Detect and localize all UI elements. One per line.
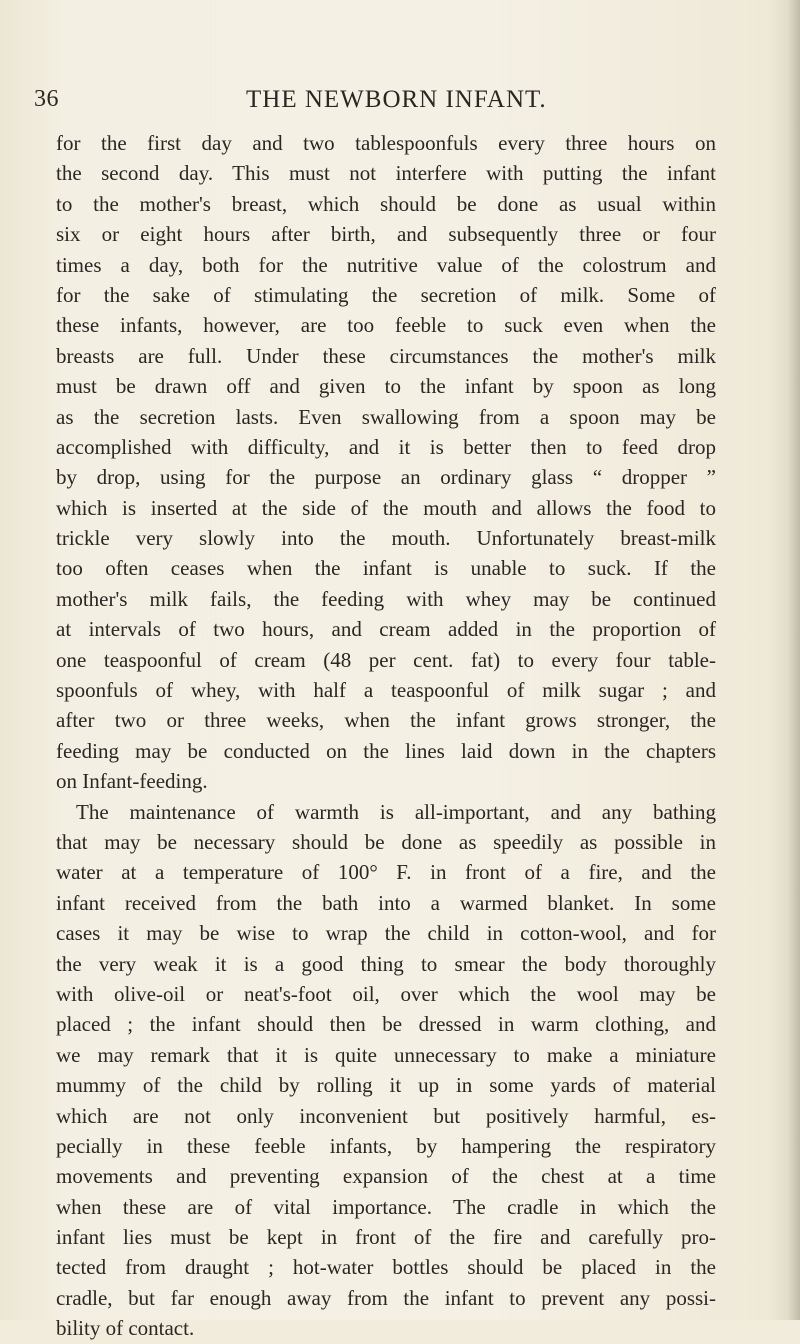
text-line: to the mother's breast, which should be done as usual within bbox=[56, 191, 716, 216]
text-line: after two or three weeks, when the infant grows stronger, the bbox=[56, 708, 716, 733]
paragraph-start-line: The maintenance of warmth is all-important, and any bathing bbox=[76, 799, 716, 824]
text-line: accomplished with difficulty, and it is better then to feed drop bbox=[56, 434, 716, 459]
text-line: mother's milk fails, the feeding with whey may be continued bbox=[56, 586, 716, 611]
text-line: mummy of the child by rolling it up in some yards of material bbox=[56, 1073, 716, 1098]
text-line: placed ; the infant should then be dressed in warm clothing, and bbox=[56, 1012, 716, 1037]
text-line: infant lies must be kept in front of the fire and carefully pro- bbox=[56, 1225, 716, 1250]
text-line: with olive-oil or neat's-foot oil, over which the wool may be bbox=[56, 981, 716, 1006]
paragraph-end-line: bility of contact. bbox=[56, 1316, 195, 1341]
text-line: infant received from the bath into a warmed blanket. In some bbox=[56, 890, 716, 915]
text-line: pecially in these feeble infants, by hampering the respiratory bbox=[56, 1133, 716, 1158]
text-line: we may remark that it is quite unnecessary to make a miniature bbox=[56, 1042, 716, 1067]
text-line: the second day. This must not interfere with putting the infant bbox=[56, 161, 716, 186]
text-line: for the sake of stimulating the secretion of milk. Some of bbox=[56, 282, 716, 307]
running-title: THE NEWBORN INFANT. bbox=[246, 86, 547, 113]
text-line: these infants, however, are too feeble to suck even when the bbox=[56, 313, 716, 338]
paragraph-end-line: on Infant-feeding. bbox=[56, 769, 208, 794]
text-line: that may be necessary should be done as speedily as possible in bbox=[56, 829, 716, 854]
text-line: trickle very slowly into the mouth. Unfortunately breast-milk bbox=[56, 526, 716, 551]
page-number: 36 bbox=[34, 86, 59, 112]
text-line: as the secretion lasts. Even swallowing from a spoon may be bbox=[56, 404, 716, 429]
text-line: which is inserted at the side of the mouth and allows the food to bbox=[56, 495, 716, 520]
text-line: spoonfuls of whey, with half a teaspoonful of milk sugar ; and bbox=[56, 678, 716, 703]
text-line: water at a temperature of 100° F. in front of a fire, and the bbox=[56, 860, 716, 885]
text-line: must be drawn off and given to the infant by spoon as long bbox=[56, 374, 716, 399]
text-line: tected from draught ; hot-water bottles should be placed in the bbox=[56, 1255, 716, 1280]
text-line: movements and preventing expansion of the chest at a time bbox=[56, 1164, 716, 1189]
text-line: the very weak it is a good thing to smear the body thoroughly bbox=[56, 951, 716, 976]
text-line: cradle, but far enough away from the infant to prevent any possi- bbox=[56, 1285, 716, 1310]
page-edge-shadow bbox=[788, 0, 800, 1320]
text-line: breasts are full. Under these circumstances the mother's milk bbox=[56, 343, 716, 368]
text-line: for the first day and two tablespoonfuls every three hours on bbox=[56, 131, 716, 155]
text-line: by drop, using for the purpose an ordinary glass “ dropper ” bbox=[56, 465, 716, 490]
text-line: times a day, both for the nutritive value of the colostrum and bbox=[56, 252, 716, 277]
text-line: when these are of vital importance. The cradle in which the bbox=[56, 1194, 716, 1219]
text-line: feeding may be conducted on the lines laid down in the chapters bbox=[56, 738, 716, 763]
text-line: cases it may be wise to wrap the child in cotton-wool, and for bbox=[56, 921, 716, 946]
body-text bbox=[56, 128, 716, 1344]
text-line: which are not only inconvenient but positively harmful, es- bbox=[56, 1103, 716, 1128]
text-line: one teaspoonful of cream (48 per cent. fat) to every four table- bbox=[56, 647, 716, 672]
text-line: at intervals of two hours, and cream added in the proportion of bbox=[56, 617, 716, 642]
text-line: six or eight hours after birth, and subsequently three or four bbox=[56, 222, 716, 247]
text-line: too often ceases when the infant is unable to suck. If the bbox=[56, 556, 716, 581]
running-head bbox=[34, 86, 594, 120]
